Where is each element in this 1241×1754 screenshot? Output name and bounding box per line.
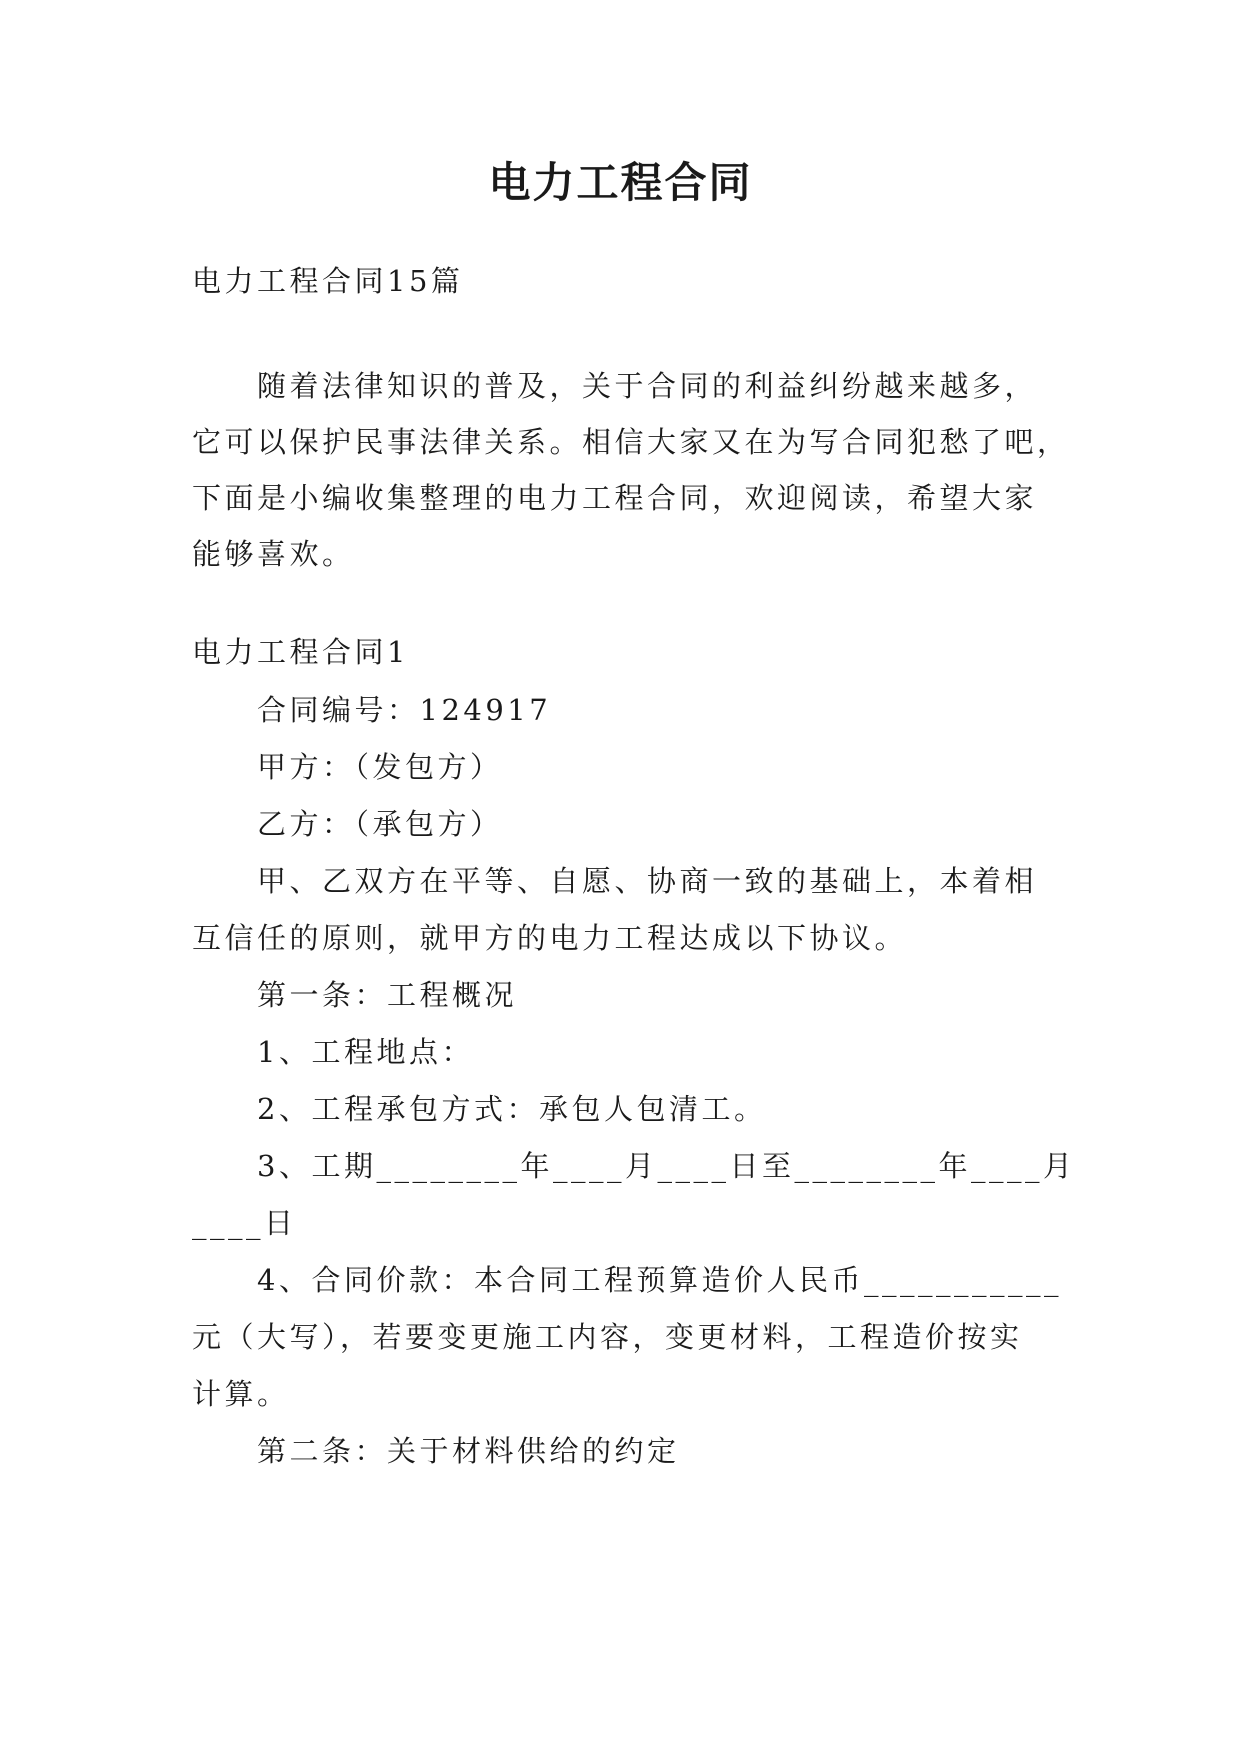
agreement-line-2: 互信任的原则，就甲方的电力工程达成以下协议。 bbox=[192, 921, 908, 955]
intro-line-4: 能够喜欢。 bbox=[192, 537, 355, 571]
item-1: 1、工程地点： bbox=[257, 1035, 474, 1069]
document-title: 电力工程合同 bbox=[488, 158, 753, 207]
agreement-line-1: 甲、乙双方在平等、自愿、协商一致的基础上，本着相 bbox=[257, 864, 1038, 898]
item-2: 2、工程承包方式：承包人包清工。 bbox=[257, 1092, 767, 1126]
intro-line-2: 它可以保护民事法律关系。相信大家又在为写合同犯愁了吧， bbox=[192, 425, 1070, 459]
article-1-title: 第一条：工程概况 bbox=[257, 978, 518, 1012]
item-4-line-2: 元（大写），若要变更施工内容，变更材料，工程造价按实 bbox=[192, 1320, 1023, 1354]
intro-line-1: 随着法律知识的普及，关于合同的利益纠纷越来越多， bbox=[257, 369, 1038, 403]
document-subtitle: 电力工程合同15篇 bbox=[192, 264, 464, 298]
item-3-line-1: 3、工期________年____月____日至________年____月 bbox=[257, 1149, 1076, 1183]
party-a: 甲方：（发包方） bbox=[257, 750, 503, 784]
item-4-line-1: 4、合同价款：本合同工程预算造价人民币___________ bbox=[257, 1263, 1062, 1297]
item-3-line-2: ____日 bbox=[192, 1206, 297, 1240]
contract-number: 合同编号：124917 bbox=[257, 693, 552, 727]
party-b: 乙方：（承包方） bbox=[257, 807, 503, 841]
section-heading: 电力工程合同1 bbox=[192, 635, 409, 669]
item-4-line-3: 计算。 bbox=[192, 1377, 290, 1411]
intro-line-3: 下面是小编收集整理的电力工程合同，欢迎阅读，希望大家 bbox=[192, 481, 1038, 515]
article-2-title: 第二条：关于材料供给的约定 bbox=[257, 1434, 680, 1468]
